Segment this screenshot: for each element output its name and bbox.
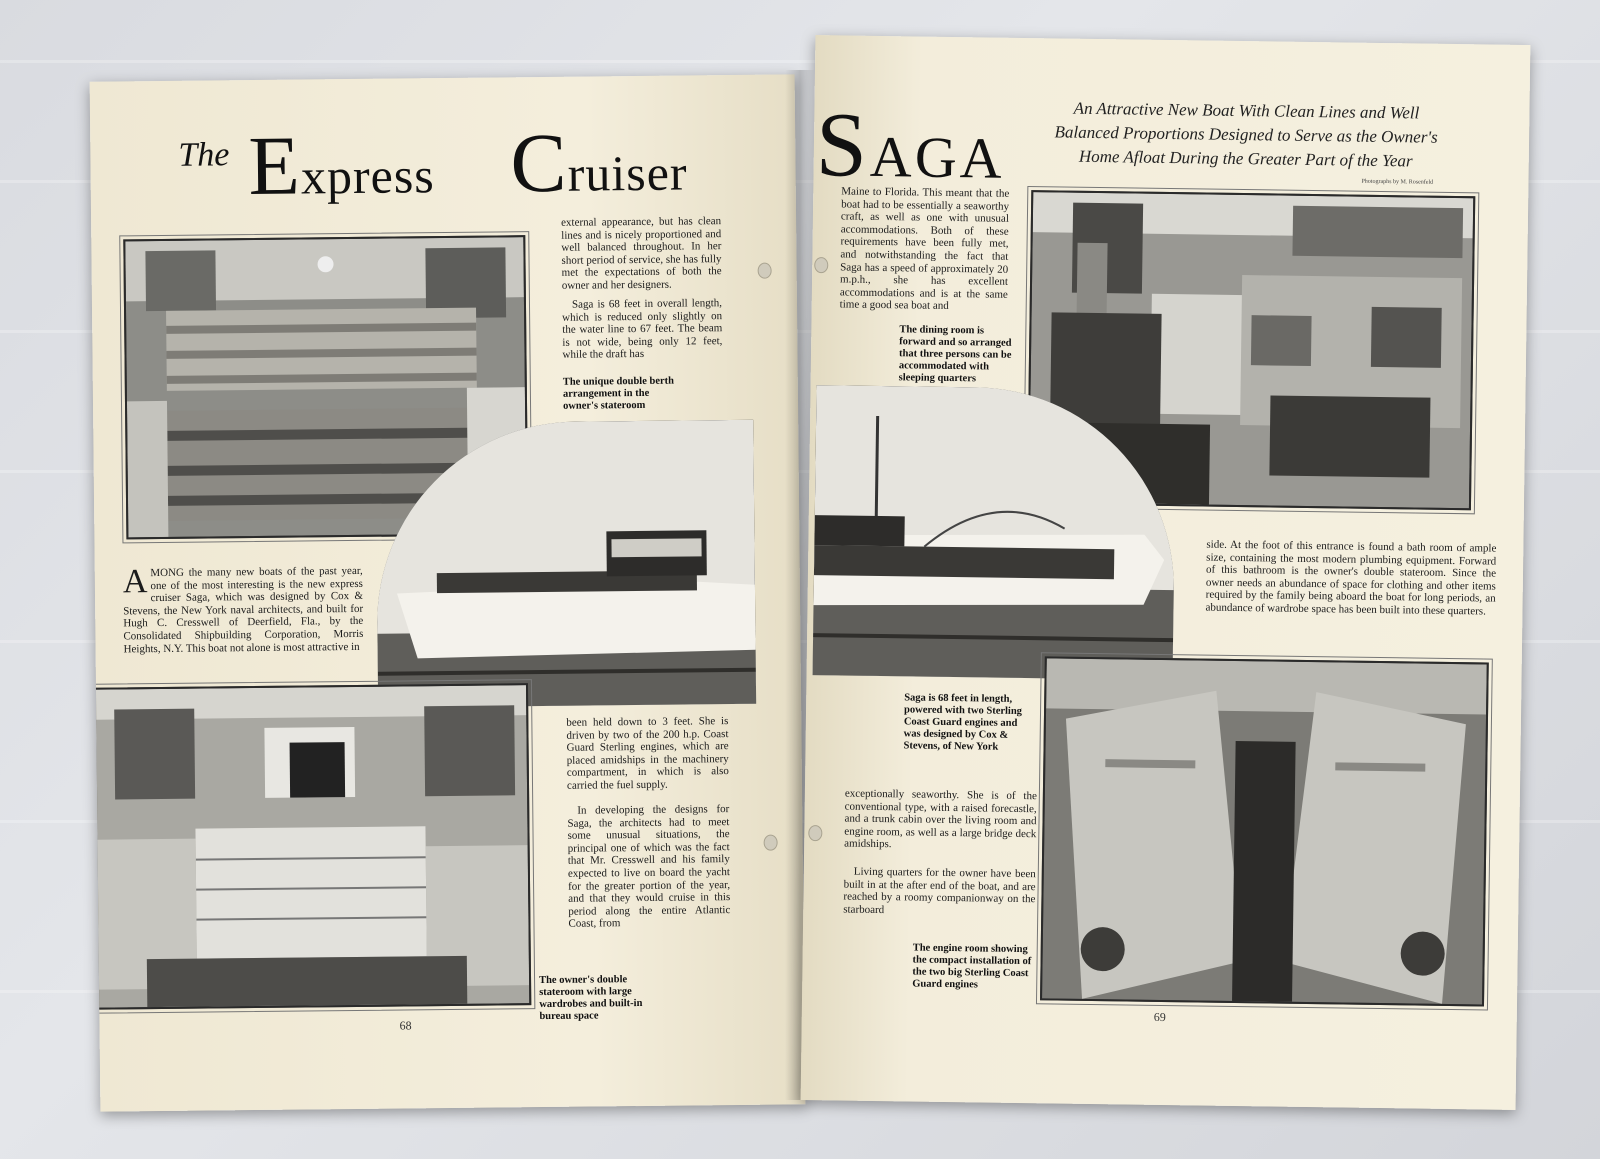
page-number-left: 68 [399, 1018, 412, 1033]
left-page [90, 74, 806, 1111]
subhead-line-2: Balanced Proportions Designed to Serve as the Owner's [1054, 122, 1438, 147]
caption-double-berth: The unique double berth arrangement in the owner's stateroom [562, 375, 675, 412]
left-text-top: external appearance, but has clean lines and is nicely proportioned and well balanced throughout. In her short period of service, she has fully met the expectations of both the owner and her designers. [561, 215, 722, 292]
title-saga-rest: AGA [869, 123, 1006, 191]
title-cruiser-initial: C [510, 116, 569, 211]
subhead-line-1: An Attractive New Boat With Clean Lines and Well [1073, 98, 1420, 123]
binding-hole [758, 263, 772, 279]
binding-hole [814, 257, 828, 273]
photo-credit: Photographs by M. Rosenfeld [1361, 178, 1434, 186]
right-text-bottom-2: Living quarters for the owner have been built in at the after end of the boat, and are reached by a roomy companionway on the starboard [843, 865, 1036, 916]
title-saga-initial: S [815, 93, 871, 196]
caption-dining-room: The dining room is forward and so arranged that three persons can be accommodated with sleeping quarters [898, 324, 1012, 385]
title-express-initial: E [248, 119, 302, 214]
right-text-top: Maine to Florida. This meant that the boat had to be essentially a seaworthy craft, as well as one with unusual accommodations. Both of these requirements have been fully met, and notwithstanding the fact that Saga has a speed of approximately 20 m.p.h., she has excellent accommodations and is at the same time a good sea boat and [839, 185, 1010, 313]
left-text-top-2: Saga is 68 feet in overall length, which is reduced only slightly on the water line to 67 feet. The beam is not wide, being only 12 feet, while the draft has [562, 297, 723, 362]
right-page [801, 35, 1531, 1110]
left-intro [123, 565, 364, 656]
binding-hole [808, 825, 822, 841]
photo-engine-room [1040, 656, 1489, 1006]
title-cruiser [510, 113, 688, 212]
left-text-bottom-2: In developing the designs for Saga, the architects had to meet some unusual situations, the principal one of which was the fact that Mr. Cresswell and his family expected to live on board the yacht for the greater portion of the year, and that they would cruise in this period along the entire Atlantic Coast, from [567, 803, 731, 931]
title-express-rest: xpress [300, 147, 435, 205]
title-the: The [178, 136, 230, 174]
subhead [1036, 96, 1457, 174]
title-cruiser-rest: ruiser [567, 144, 688, 202]
intro-dropcap: A [122, 563, 148, 601]
right-text-right: side. At the foot of this entrance is found a bath room of ample size, containing the most modern plumbing equipment. Forward of this bathroom is the owner's double stateroom. Since the owner needs an abundance of space for clothing and other items required by the family being aboard the boat for long periods, an abundance of wardrobe space has been built into these quarters. [1205, 538, 1497, 618]
title-saga [815, 91, 1005, 200]
subhead-line-3: Home Afloat During the Greater Part of the Year [1078, 146, 1413, 171]
photo-owners-stateroom [90, 683, 532, 1010]
page-number-right: 69 [1153, 1009, 1166, 1025]
binding-hole [764, 835, 778, 851]
right-text-bottom: exceptionally seaworthy. She is of the conventional type, with a raised forecastle, and a trunk cabin over the living room and engine room, as well as a large bridge deck amidships. [844, 787, 1037, 851]
left-text-bottom: been held down to 3 feet. She is driven by two of the 200 h.p. Coast Guard Sterling engines, which are placed amidships in the machinery compartment, in which is also carried the fuel supply. [566, 715, 729, 792]
caption-owners-stateroom: The owner's double stateroom with large wardrobes and built-in bureau space [539, 974, 643, 1023]
title-express [248, 116, 435, 215]
caption-saga: Saga is 68 feet in length, powered with two Sterling Coast Guard engines and was designed by Cox & Stevens, of New York [903, 692, 1023, 753]
caption-engine-room: The engine room showing the compact installation of the two big Sterling Coast Guard engines [912, 942, 1032, 991]
intro-text: MONG the many new boats of the past year, one of the most interesting is the new express cruiser Saga, which was designed by Cox & Stevens, the New York naval architects, and built for Hugh C. Cresswell of Deerfield, Fla., by the Consolidated Shipbuilding Corporation, Morris Heights, N.Y. This boat not alone is most attractive in [123, 564, 364, 655]
